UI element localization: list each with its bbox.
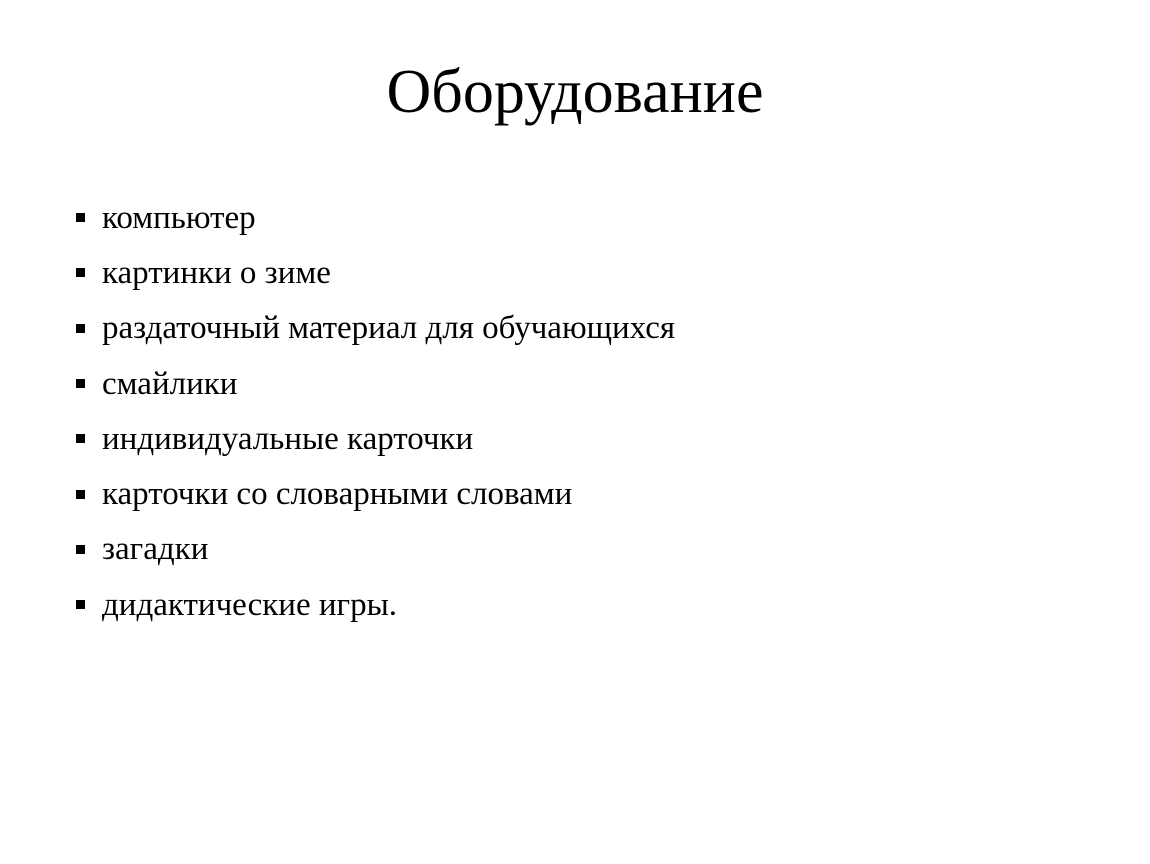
equipment-list: [76, 190, 675, 632]
list-item: [76, 522, 675, 577]
list-item: [76, 190, 675, 245]
list-item-text: карточки со словарными словами: [102, 476, 573, 513]
square-bullet-icon: [76, 213, 85, 222]
square-bullet-icon: [76, 545, 85, 554]
list-item: [76, 466, 675, 521]
square-bullet-icon: [76, 379, 85, 388]
list-item-text: компьютер: [102, 199, 256, 236]
list-item-text: смайлики: [102, 365, 238, 402]
square-bullet-icon: [76, 600, 85, 609]
slide-title: Оборудование: [386, 58, 764, 126]
list-item-text: картинки о зиме: [102, 254, 331, 291]
list-item-text: раздаточный материал для обучающихся: [102, 310, 676, 347]
square-bullet-icon: [76, 268, 85, 277]
square-bullet-icon: [76, 490, 85, 499]
list-item: [76, 245, 675, 300]
list-item: [76, 301, 675, 356]
list-item: [76, 411, 675, 466]
list-item-text: дидактические игры.: [102, 586, 397, 623]
square-bullet-icon: [76, 324, 85, 333]
list-item: [76, 356, 675, 411]
square-bullet-icon: [76, 434, 85, 443]
list-item: [76, 577, 675, 632]
list-item-text: загадки: [102, 531, 209, 568]
list-item-text: индивидуальные карточки: [102, 420, 474, 457]
